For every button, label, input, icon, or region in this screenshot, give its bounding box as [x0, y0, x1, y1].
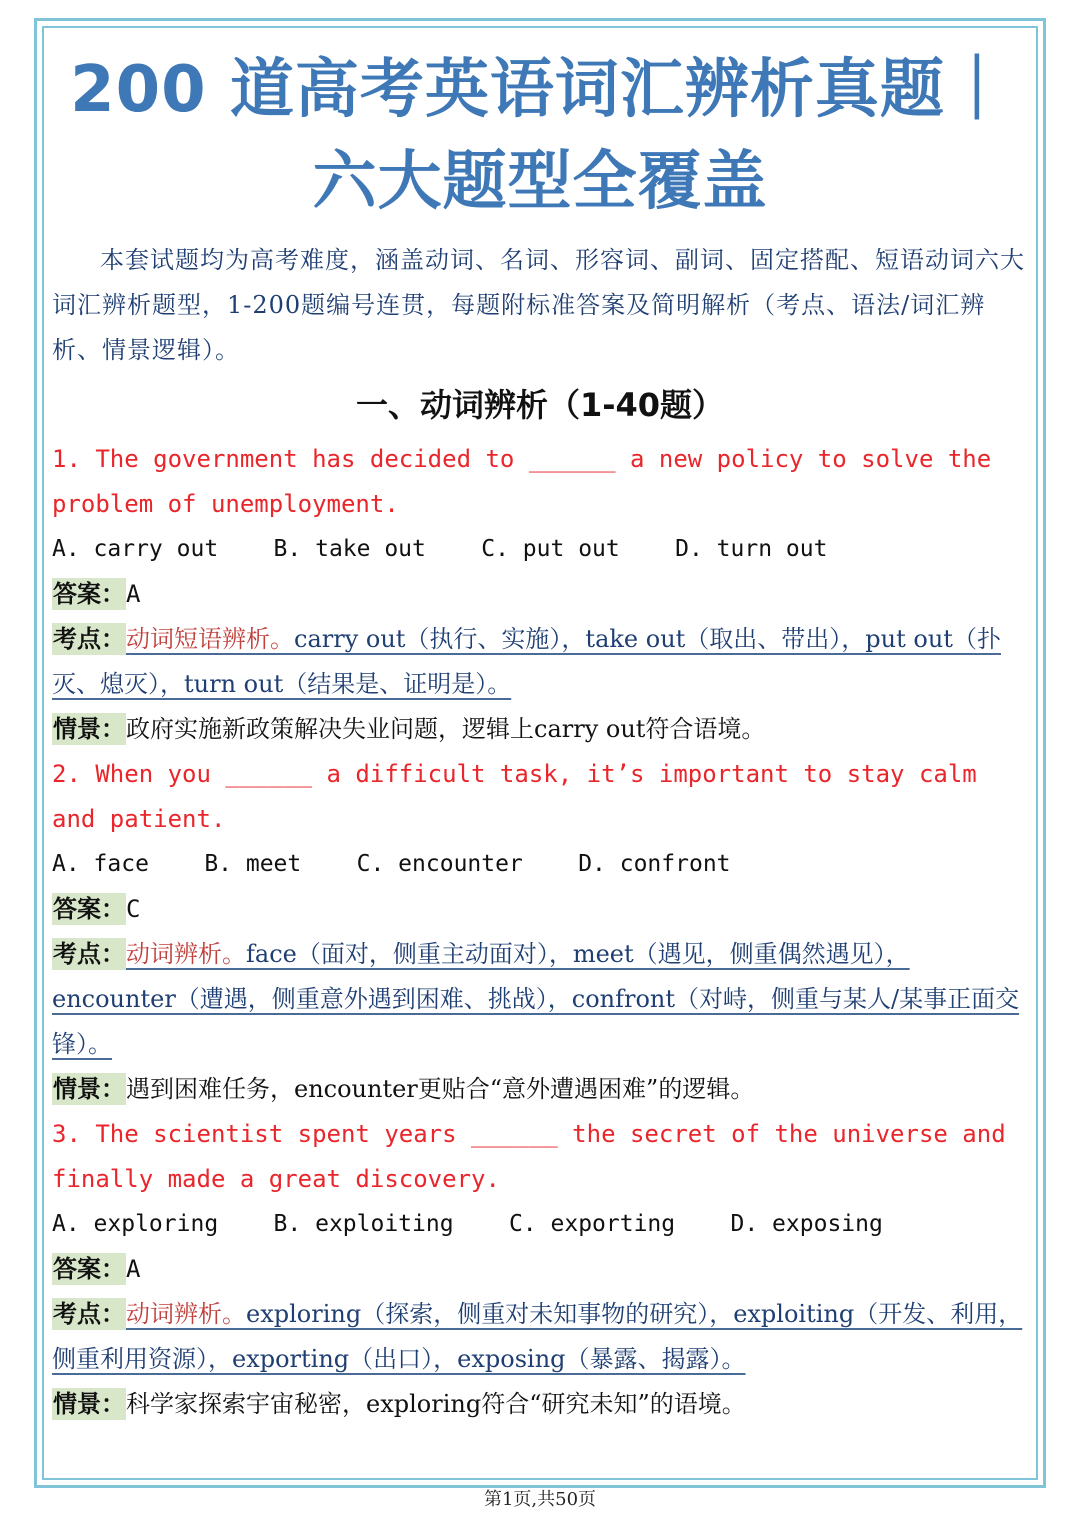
intro-paragraph: 本套试题均为高考难度，涵盖动词、名词、形容词、副词、固定搭配、短语动词六大词汇辨析题型，1-200题编号连贯，每题附标准答案及简明解析（考点、语法/词汇辨析、情景逻辑）。 — [52, 246, 1025, 364]
point-label: 考点： — [53, 1300, 125, 1328]
question-block — [52, 437, 1028, 752]
answer-label: 答案： — [53, 1255, 125, 1283]
scene-text: 遇到困难任务，encounter更贴合“意外遭遇困难”的逻辑。 — [126, 1075, 755, 1103]
question-stem: 2. When you ______ a difficult task, it’s important to stay calm and patient. — [52, 760, 977, 833]
point-row — [52, 617, 1028, 707]
scene-row — [52, 1067, 1028, 1112]
title-line-2: 六大题型全覆盖 — [312, 145, 768, 219]
point-lead: 动词辨析。 — [126, 940, 246, 968]
page-footer: 第1页,共50页 — [483, 1489, 597, 1510]
point-lead: 动词辨析。 — [126, 1300, 246, 1328]
answer-row — [52, 572, 1028, 617]
point-label: 考点： — [53, 940, 125, 968]
scene-label: 情景： — [53, 715, 125, 743]
scene-label: 情景： — [53, 1075, 125, 1103]
scene-label: 情景： — [53, 1390, 125, 1418]
point-lead: 动词短语辨析。 — [126, 625, 294, 653]
answer-label: 答案： — [53, 580, 125, 608]
point-label: 考点： — [53, 625, 125, 653]
point-text: exploring（探索，侧重对未知事物的研究），exploiting（开发、利用，侧重利用资源），exporting（出口），exposing（暴露、揭露）。 — [52, 1300, 1023, 1373]
scene-row — [52, 707, 1028, 752]
point-text: carry out（执行、实施），take out（取出、带出），put out（扑灭、熄灭），turn out（结果是、证明是）。 — [52, 625, 1001, 698]
answer-row — [52, 887, 1028, 932]
point-text: face（面对，侧重主动面对），meet（遇见，侧重偶然遇见），encounter（遭遇，侧重意外遇到困难、挑战），confront（对峙，侧重与某人/某事正面交锋）。 — [52, 940, 1020, 1058]
question-block — [52, 752, 1028, 1112]
document-content — [52, 44, 1028, 1427]
answer-value: A — [126, 580, 141, 608]
question-block — [52, 1112, 1028, 1427]
question-options: A. face B. meet C. encounter D. confront — [52, 851, 731, 877]
scene-row — [52, 1382, 1028, 1427]
title-line-1: 200 道高考英语词汇辨析真题｜ — [70, 53, 1010, 127]
question-options: A. carry out B. take out C. put out D. turn out — [52, 536, 828, 562]
question-options: A. exploring B. exploiting C. exporting D. exposing — [52, 1211, 883, 1237]
answer-label: 答案： — [53, 895, 125, 923]
section-title: 一、动词辨析（1-40题） — [355, 386, 725, 424]
question-stem: 1. The government has decided to ______ a new policy to solve the problem of unemployment. — [52, 445, 992, 518]
scene-text: 政府实施新政策解决失业问题，逻辑上carry out符合语境。 — [126, 715, 766, 743]
answer-row — [52, 1247, 1028, 1292]
point-row — [52, 1292, 1028, 1382]
answer-value: C — [126, 895, 141, 923]
point-row — [52, 932, 1028, 1067]
scene-text: 科学家探索宇宙秘密，exploring符合“研究未知”的语境。 — [126, 1390, 746, 1418]
answer-value: A — [126, 1255, 141, 1283]
question-stem: 3. The scientist spent years ______ the secret of the universe and finally made a great discovery. — [52, 1120, 1006, 1193]
